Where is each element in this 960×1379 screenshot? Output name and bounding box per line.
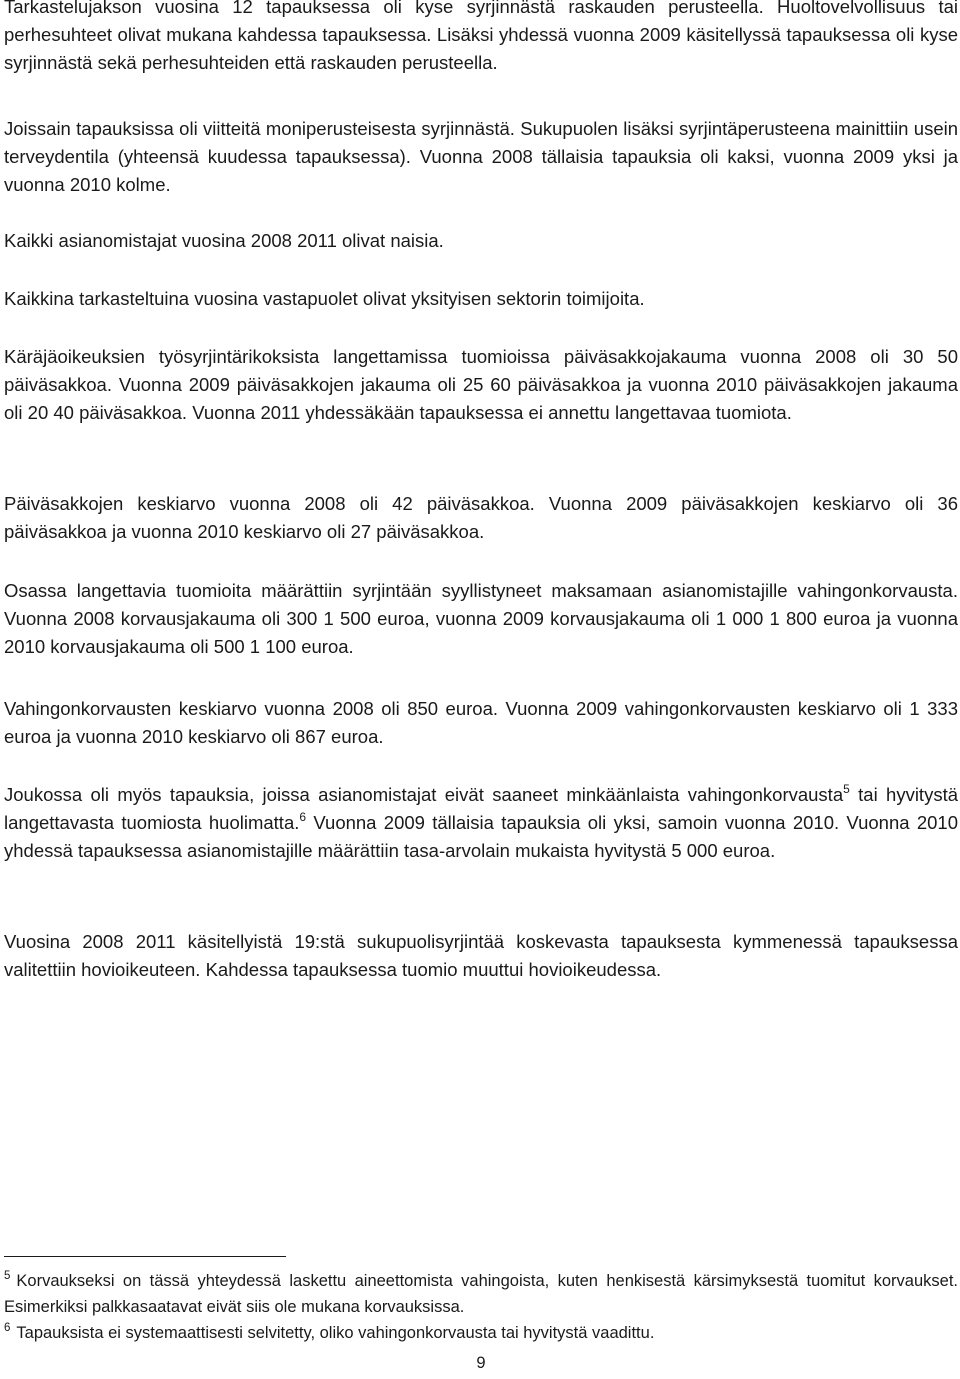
paragraph-sentence: Osassa langettavia tuomioita määrättiin syrjintään syyllistyneet maksamaan asianomistajille vahingonkorvausta. bbox=[4, 580, 958, 601]
footnote-text: Korvaukseksi on tässä yhteydessä laskettu aineettomista vahingoista, kuten henkisestä kärsimyksestä tuomitut korvaukset. Esimerkiksi palkkasaatavat eivät siis ole mukana korvauksissa. bbox=[4, 1272, 958, 1316]
footnote-6 bbox=[4, 1320, 958, 1346]
paragraph-sentence: Vuosina 2008 2011 käsitellyistä 19:stä sukupuolisyrjintää koskevasta tapauksesta kymmenessä tapauksessa valitettiin hovioikeuteen. bbox=[4, 931, 958, 980]
footnote-reference-5[interactable]: 5 bbox=[843, 782, 850, 796]
footnotes bbox=[4, 1268, 958, 1346]
paragraph-sentence: Kahdessa tapauksessa tuomio muuttui hovioikeudessa. bbox=[205, 959, 662, 980]
paragraph-sentence: Vuonna 2009 päiväsakkojen jakauma oli 25 60 päiväsakkoa ja vuonna 2010 päiväsakkojen jakauma oli 20 40 päiväsakkoa. bbox=[4, 374, 958, 423]
footnote-text: Tapauksista ei systemaattisesti selvitetty, oliko vahingonkorvausta tai hyvitystä vaadittu. bbox=[16, 1324, 655, 1342]
paragraph-sentence: Käräjäoikeuksien työsyrjintärikoksista langettamissa tuomioissa päiväsakkojakauma vuonna 2008 oli 30 50 päiväsakkoa. bbox=[4, 346, 958, 395]
paragraph-day-fines-average bbox=[4, 490, 958, 546]
paragraph-sentence: Vuonna 2009 vahingonkorvausten keskiarvo oli 1 333 euroa ja vuonna 2010 keskiarvo oli 867 euroa. bbox=[4, 698, 958, 747]
paragraph-sentence: Päiväsakkojen keskiarvo vuonna 2008 oli 42 päiväsakkoa. bbox=[4, 493, 535, 514]
paragraph-text: Joukossa oli myös tapauksia, joissa asianomistajat eivät saaneet minkäänlaista vahingonkorvausta bbox=[4, 784, 844, 805]
paragraph-text: tai hyvitystä langettavasta tuomiosta huolimatta. bbox=[4, 784, 959, 833]
paragraph-plaintiffs-women bbox=[4, 227, 958, 255]
footnote-marker: 6 bbox=[4, 1322, 11, 1334]
paragraph-sentence: Joissain tapauksissa oli viitteitä moniperusteisesta syrjinnästä. bbox=[4, 118, 515, 139]
paragraph-sentence: Kaikkina tarkasteltuina vuosina vastapuolet olivat yksityisen sektorin toimijoita. bbox=[4, 288, 645, 309]
paragraph-sentence: Vuonna 2011 yhdessäkään tapauksessa ei annettu langettavaa tuomiota. bbox=[192, 402, 792, 423]
paragraph-sentence: Vahingonkorvausten keskiarvo vuonna 2008 oli 850 euroa. bbox=[4, 698, 498, 719]
footnote-reference-6[interactable]: 6 bbox=[299, 810, 307, 824]
page-number: 9 bbox=[476, 1354, 486, 1372]
paragraph-pregnancy-discrimination bbox=[4, 0, 958, 77]
paragraph-sentence: Vuonna 2009 päiväsakkojen keskiarvo oli 36 päiväsakkoa ja vuonna 2010 keskiarvo oli 27 päiväsakkoa. bbox=[4, 493, 958, 542]
paragraph-text: Vuonna 2009 tällaisia tapauksia oli yksi, samoin vuonna 2010. Vuonna 2010 yhdessä tapauksessa asianomistajille määrättiin tasa-arvolain mukaista hyvitystä 5 000 euroa. bbox=[4, 812, 958, 861]
paragraph-sentence: Tarkastelujakson vuosina 12 tapauksessa oli kyse syrjinnästä raskauden perusteella. Huoltovelvollisuus tai perhesuhteet olivat mukana kahdessa tapauksessa. Lisäksi yhdessä vuonna 2009 käsitellyssä tapauksessa oli kyse syrjinnästä sekä perhesuhteiden että raskauden perusteella. bbox=[4, 0, 958, 73]
paragraph-sentence: Vuonna 2008 korvausjakauma oli 300 1 500 euroa, vuonna 2009 korvausjakauma oli 1 000 1 800 euroa ja vuonna 2010 korvausjakauma oli 500 1 100 euroa. bbox=[4, 608, 958, 657]
paragraph-sentence: Sukupuolen lisäksi syrjintäperusteena mainittiin usein terveydentila (yhteensä kuudessa tapauksessa). bbox=[4, 118, 959, 167]
paragraph-damages-distribution bbox=[4, 577, 958, 661]
paragraph-appeals bbox=[4, 928, 958, 984]
paragraph-private-sector bbox=[4, 285, 958, 313]
paragraph-no-compensation bbox=[4, 781, 958, 865]
document-page bbox=[4, 0, 958, 1379]
paragraph-sentence: Vuonna 2008 tällaisia tapauksia oli kaksi, vuonna 2009 yksi ja vuonna 2010 kolme. bbox=[4, 146, 959, 195]
paragraph-day-fines-distribution bbox=[4, 343, 958, 427]
footnote-separator bbox=[4, 1256, 286, 1257]
paragraph-sentence: Kaikki asianomistajat vuosina 2008 2011 olivat naisia. bbox=[4, 230, 444, 251]
footnote-marker: 5 bbox=[4, 1270, 11, 1282]
footnote-5 bbox=[4, 1268, 958, 1320]
paragraph-damages-average bbox=[4, 695, 958, 751]
paragraph-multiple-grounds bbox=[4, 115, 958, 199]
